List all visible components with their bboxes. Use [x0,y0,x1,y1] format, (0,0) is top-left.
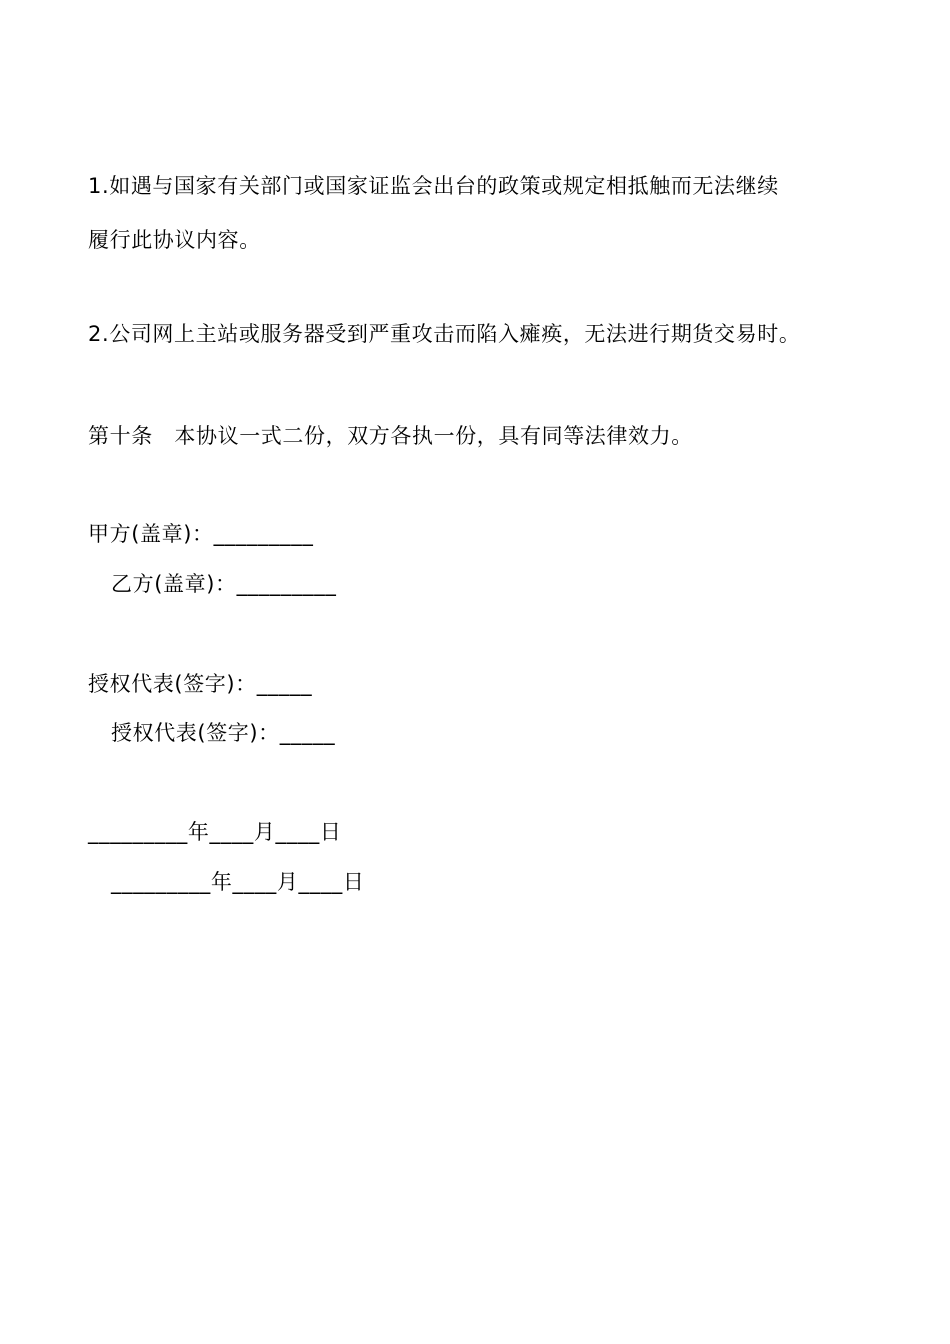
date-a: _________年____月____日 [88,820,342,844]
article-10: 第十条 本协议一式二份，双方各执一份，具有同等法律效力。 [88,424,693,448]
party-b-seal: 乙方(盖章)：_________ [111,572,337,596]
party-a-seal: 甲方(盖章)：_________ [88,522,314,546]
rep-b-signature: 授权代表(签字)：_____ [111,721,336,745]
date-b: _________年____月____日 [111,870,365,894]
rep-a-signature: 授权代表(签字)：_____ [88,672,313,696]
clause-1-line-2: 履行此协议内容。 [88,228,261,252]
clause-1-line-1: 1.如遇与国家有关部门或国家证监会出台的政策或规定相抵触而无法继续 [88,174,779,198]
clause-2: 2.公司网上主站或服务器受到严重攻击而陷入瘫痪，无法进行期货交易时。 [88,322,801,346]
